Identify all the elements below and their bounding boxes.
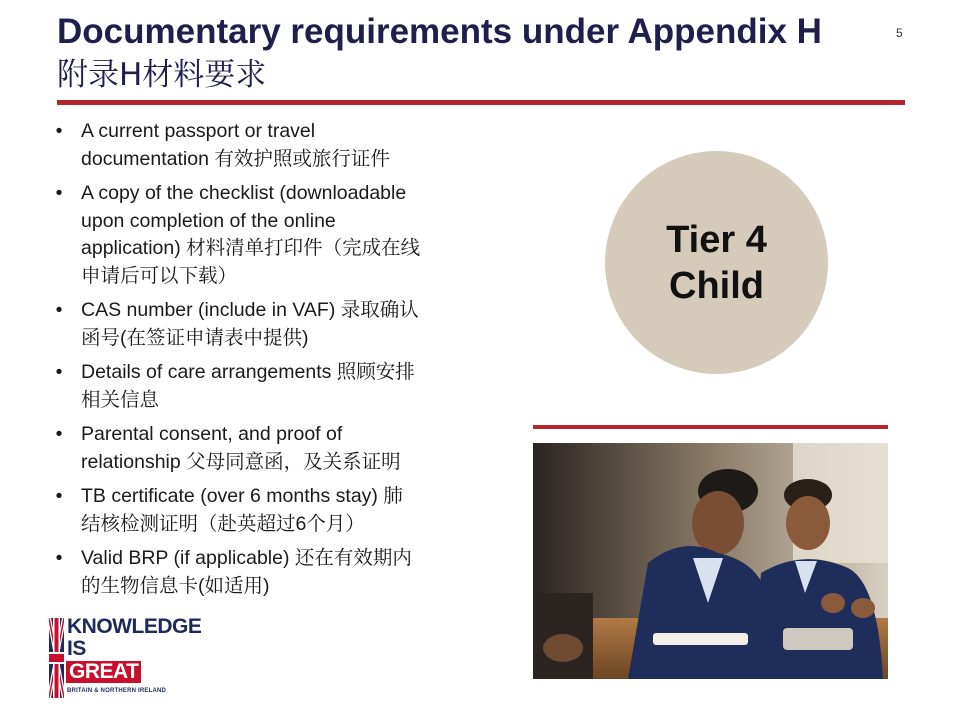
list-item-line: documentation 有效护照或旅行证件 [81, 147, 390, 170]
list-item [52, 118, 512, 173]
logo-line2: IS [67, 637, 86, 660]
title-chinese: 附录H材料要求 [57, 57, 267, 93]
students-studying-photo [533, 443, 888, 679]
title-divider [57, 100, 905, 105]
bullet-icon: • [55, 299, 63, 321]
bullet-icon: • [55, 361, 63, 383]
list-item-line: relationship 父母同意函，及关系证明 [81, 450, 401, 473]
list-item [52, 180, 512, 290]
slide-title [57, 10, 897, 96]
list-item-line: CAS number (include in VAF) 录取确认 [81, 299, 419, 321]
tier-badge [605, 151, 828, 374]
list-item-line: 结核检测证明（赴英超过6个月） [81, 512, 365, 535]
logo-subtitle: BRITAIN & NORTHERN IRELAND [67, 688, 167, 694]
list-item-line: Valid BRP (if applicable) 还在有效期内 [81, 547, 412, 569]
list-item-line: Details of care arrangements 照顾安排 [81, 361, 415, 383]
list-item [52, 483, 512, 538]
list-item-line: 函号(在签证申请表中提供) [81, 326, 309, 349]
list-item [52, 545, 512, 600]
bullet-icon: • [55, 423, 63, 445]
list-item-line: Parental consent, and proof of [81, 423, 343, 445]
list-item [52, 359, 512, 414]
list-item-line: 的生物信息卡(如适用) [81, 574, 270, 597]
list-item-line: 相关信息 [81, 388, 160, 411]
photo-divider [533, 425, 888, 429]
union-flag-icon [49, 618, 64, 698]
bullet-icon: • [55, 547, 63, 569]
list-item-line: application) 材料清单打印件（完成在线 [81, 237, 421, 259]
list-item-line: upon completion of the online [81, 209, 336, 232]
list-item-line: A current passport or travel [81, 120, 316, 142]
knowledge-is-great-logo [49, 616, 249, 704]
bullet-icon: • [55, 485, 63, 507]
list-item-line: A copy of the checklist (downloadable [81, 182, 407, 204]
list-item [52, 421, 512, 476]
list-item [52, 297, 512, 352]
tier-badge-line2: Child [669, 264, 764, 307]
tier-badge-line1: Tier 4 [666, 218, 767, 261]
list-item-line: TB certificate (over 6 months stay) 肺 [81, 485, 403, 507]
logo-great: GREAT [66, 661, 141, 683]
bullet-icon: • [55, 182, 63, 204]
list-item-line: 申请后可以下载） [81, 264, 238, 287]
title-english: Documentary requirements under Appendix H [57, 12, 822, 51]
logo-line1: KNOWLEDGE [67, 615, 202, 638]
page-number: 5 [896, 26, 903, 40]
bullet-icon: • [55, 120, 63, 142]
logo-wordmark [67, 616, 201, 660]
requirements-list [52, 118, 512, 607]
